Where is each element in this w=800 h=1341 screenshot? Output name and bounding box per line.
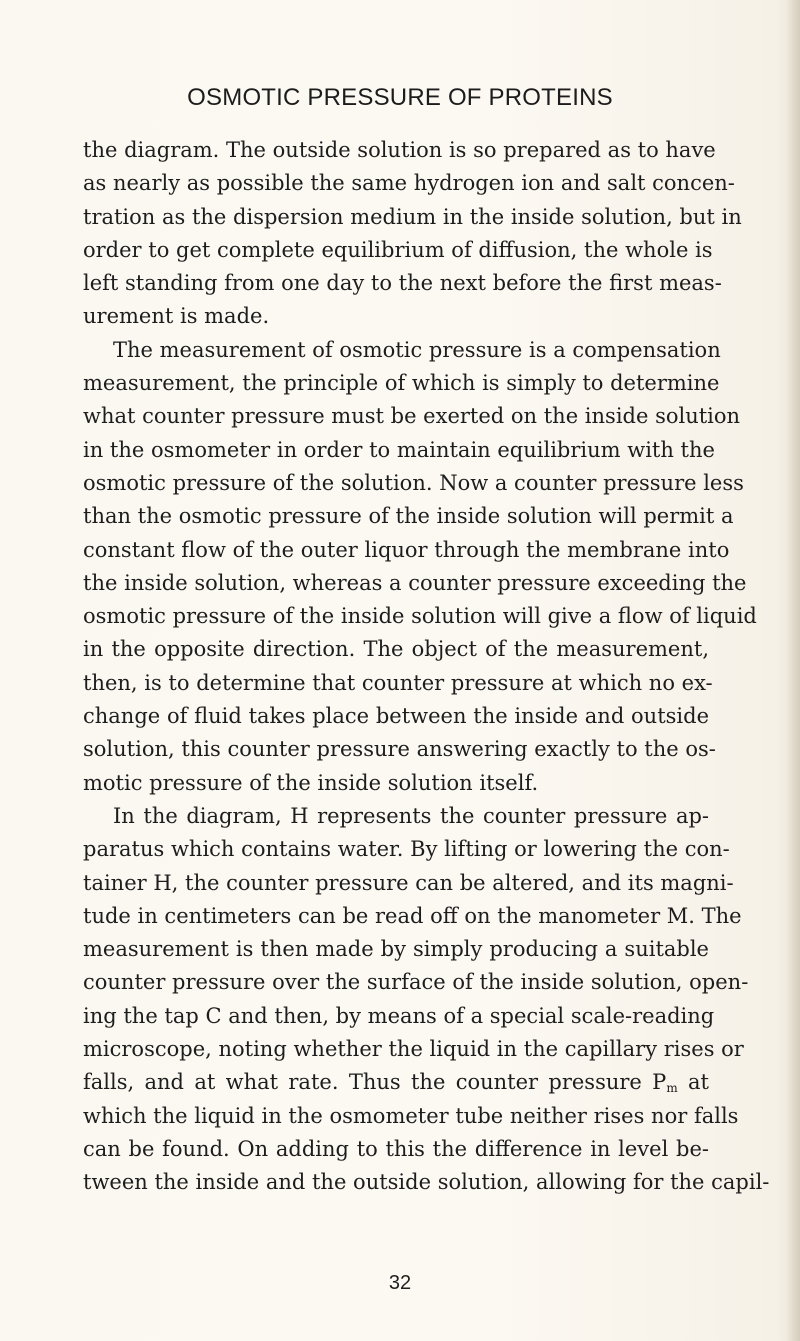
text-line: can be found. On adding to this the difference in level be- <box>83 1136 709 1161</box>
text-line: the diagram. The outside solution is so prepared as to have <box>83 138 716 162</box>
text-line: change of fluid takes place between the inside and outside <box>83 704 709 729</box>
text-line: constant flow of the outer liquor through the membrane into <box>83 537 730 562</box>
text-line: in the osmometer in order to maintain equilibrium with the <box>83 437 715 462</box>
text-line: order to get complete equilibrium of diffusion, the whole is <box>83 237 713 262</box>
text-line: osmotic pressure of the solution. Now a counter pressure less <box>83 470 744 495</box>
text-line: In the diagram, H represents the counter pressure ap- <box>113 803 709 828</box>
text-line: motic pressure of the inside solution itself. <box>83 770 539 795</box>
text-line: measurement, the principle of which is simply to determine <box>83 371 720 396</box>
text-line: measurement is then made by simply producing a suitable <box>83 937 709 962</box>
text-line: then, is to determine that counter pressure at which no ex- <box>83 670 713 695</box>
paragraph-1 <box>83 134 742 334</box>
text-line: the inside solution, whereas a counter pressure exceeding the <box>83 570 747 595</box>
text-line: microscope, noting whether the liquid in the capillary rises or <box>83 1037 744 1062</box>
page-edge-shadow <box>786 0 800 1341</box>
text-line: tration as the dispersion medium in the inside solution, but in <box>83 204 742 229</box>
text-line: left standing from one day to the next before the first meas- <box>83 271 722 296</box>
text-line: solution, this counter pressure answering exactly to the os- <box>83 737 716 762</box>
body-text <box>83 134 770 1200</box>
running-header: OSMOTIC PRESSURE OF PROTEINS <box>187 84 613 111</box>
text-line: tween the inside and the outside solution, allowing for the capil- <box>83 1170 770 1195</box>
text-line: paratus which contains water. By lifting or lowering the con- <box>83 837 730 862</box>
text-line: which the liquid in the osmometer tube neither rises nor falls <box>83 1103 739 1128</box>
text-line: osmotic pressure of the inside solution will give a flow of liquid <box>83 604 757 629</box>
text-fragment: at <box>677 1070 709 1095</box>
text-line: tude in centimeters can be read off on the manometer M. The <box>83 903 742 928</box>
text-line: what counter pressure must be exerted on the inside solution <box>83 404 741 429</box>
text-line-with-subscript <box>83 1066 709 1099</box>
text-fragment: falls, and at what rate. Thus the counter pressure P <box>83 1070 667 1095</box>
text-line: as nearly as possible the same hydrogen ion and salt concen- <box>83 171 735 196</box>
text-line: than the osmotic pressure of the inside solution will permit a <box>83 504 734 529</box>
subscript: m <box>666 1081 678 1096</box>
text-line: The measurement of osmotic pressure is a compensation <box>113 337 721 362</box>
paragraph-2 <box>83 334 757 800</box>
text-line: tainer H, the counter pressure can be altered, and its magni- <box>83 870 734 895</box>
text-line: in the opposite direction. The object of the measurement, <box>83 637 709 662</box>
text-line: counter pressure over the surface of the inside solution, open- <box>83 970 749 995</box>
text-line: ing the tap C and then, by means of a special scale-reading <box>83 1003 715 1028</box>
text-line: urement is made. <box>83 304 270 329</box>
paragraph-3 <box>83 800 770 1200</box>
page-number: 32 <box>388 1272 412 1294</box>
